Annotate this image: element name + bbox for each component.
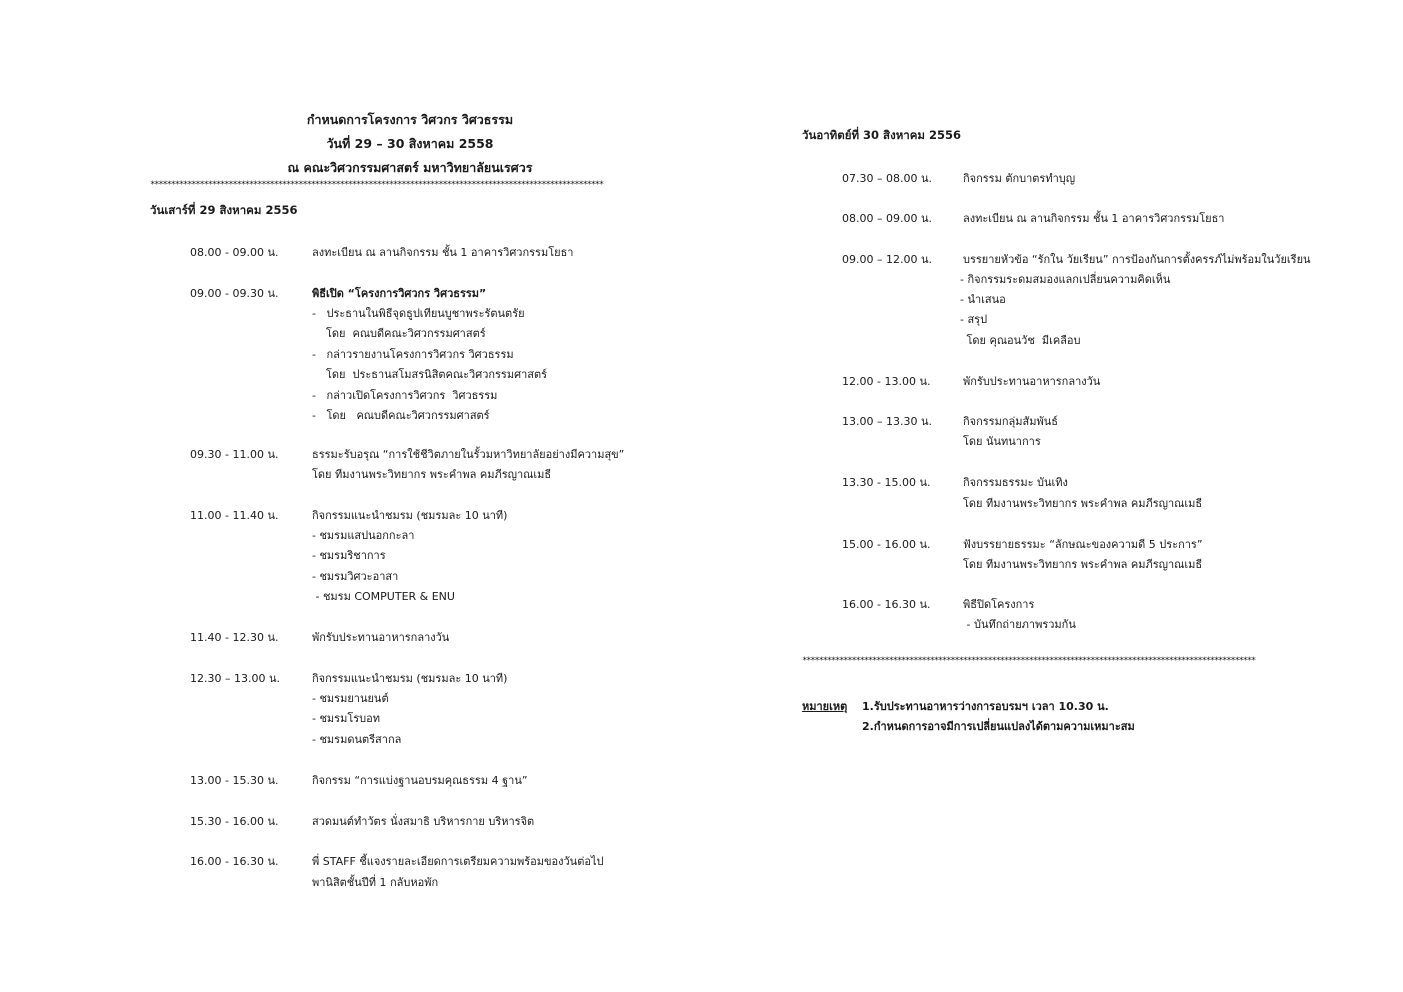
document-venue: ณ คณะวิศวกรรมศาสตร์ มหาวิทยาลัยนเรศวร [287,160,533,175]
schedule-detail: พานิสิตชั้นปีที่ 1 กลับหอพัก [312,876,439,889]
schedule-activity: กิจกรรมแนะนำชมรม (ชมรมละ 10 นาที) [312,672,508,685]
schedule-time: 16.00 - 16.30 น. [190,855,279,868]
schedule-time: 15.30 - 16.00 น. [190,815,279,828]
schedule-activity: พิธีเปิด “โครงการวิศวกร วิศวธรรม” [312,287,487,300]
separator-stars: ************************************************************************************************************** [150,180,604,190]
separator-stars: ************************************************************************************************************** [802,656,1256,666]
schedule-detail: - โดย คณบดีคณะวิศวกรรมศาสตร์ [312,409,490,422]
schedule-time: 15.00 - 16.00 น. [842,538,931,551]
schedule-detail: - บันทึกถ่ายภาพรวมกัน [963,618,1076,631]
note-label: หมายเหตุ [802,700,848,713]
schedule-activity: บรรยายหัวข้อ “รักใน วัยเรียน” การป้องกันการตั้งครรภ์ไม่พร้อมในวัยเรียน [963,253,1311,266]
schedule-detail: โดย ทีมงานพระวิทยากร พระคำพล คมภีรญาณเมธี [963,497,1203,510]
schedule-activity: ฟังบรรยายธรรมะ “ลักษณะของความดี 5 ประการ” [963,538,1203,551]
schedule-time: 08.00 - 09.00 น. [190,246,279,259]
schedule-detail: - กล่าวรายงานโครงการวิศวกร วิศวธรรม [312,348,514,361]
document-title: กำหนดการโครงการ วิศวกร วิศวธรรม [306,112,514,127]
schedule-activity: กิจกรรมแนะนำชมรม (ชมรมละ 10 นาที) [312,509,508,522]
schedule-activity: ลงทะเบียน ณ ลานกิจกรรม ชั้น 1 อาคารวิศวกรรมโยธา [963,212,1225,225]
schedule-time: 12.00 - 13.00 น. [842,375,931,388]
schedule-detail: - ประธานในพิธีจุดธูปเทียนบูชาพระรัตนตรัย [312,307,525,320]
schedule-activity: พี่ STAFF ชี้แจงรายละเอียดการเตรียมความพร้อมของวันต่อไป [312,855,604,868]
schedule-time: 08.00 – 09.00 น. [842,212,932,225]
schedule-detail: - กิจกรรมระดมสมองแลกเปลี่ยนความคิดเห็น [960,273,1171,286]
schedule-detail: - ชมรมริชาการ [312,549,386,562]
schedule-detail: - นำเสนอ [960,293,1006,306]
schedule-activity: กิจกรรมธรรมะ บันเทิง [963,476,1068,489]
schedule-time: 09.30 - 11.00 น. [190,448,279,461]
schedule-detail: โดย นันทนาการ [963,435,1041,448]
schedule-time: 09.00 – 12.00 น. [842,253,932,266]
schedule-activity: กิจกรรม ตักบาตรทำบุญ [963,172,1076,185]
schedule-detail: - ชมรมวิศวะอาสา [312,570,399,583]
schedule-detail: โดย ทีมงานพระวิทยากร พระคำพล คมภีรญาณเมธี [312,468,552,481]
schedule-detail: - ชมรมโรบอท [312,712,380,725]
schedule-activity: กิจกรรมกลุ่มสัมพันธ์ [963,415,1058,428]
schedule-activity: กิจกรรม “การแบ่งฐานอบรมคุณธรรม 4 ฐาน” [312,774,528,787]
schedule-detail: - ชมรมยานยนต์ [312,692,389,705]
schedule-time: 07.30 – 08.00 น. [842,172,932,185]
schedule-activity: สวดมนต์ทำวัตร นั่งสมาธิ บริหารกาย บริหารจิต [312,815,535,828]
schedule-time: 13.00 – 13.30 น. [842,415,932,428]
schedule-activity: ธรรมะรับอรุณ “การใช้ชีวิตภายในรั้วมหาวิทยาลัยอย่างมีความสุข” [312,448,625,461]
schedule-detail: โดย ประธานสโมสรนิสิตคณะวิศวกรรมศาสตร์ [312,368,548,381]
schedule-detail: - กล่าวเปิดโครงการวิศวกร วิศวธรรม [312,389,498,402]
schedule-activity: พักรับประทานอาหารกลางวัน [963,375,1101,388]
note-line: 1.รับประทานอาหารว่างการอบรมฯ เวลา 10.30 น. [862,700,1109,713]
schedule-time: 13.00 - 15.30 น. [190,774,279,787]
schedule-time: 09.00 - 09.30 น. [190,287,279,300]
day2-heading: วันอาทิตย์ที่ 30 สิงหาคม 2556 [802,128,962,142]
schedule-activity: ลงทะเบียน ณ ลานกิจกรรม ชั้น 1 อาคารวิศวกรรมโยธา [312,246,574,259]
schedule-detail: โดย ทีมงานพระวิทยากร พระคำพล คมภีรญาณเมธี [963,558,1203,571]
schedule-time: 16.00 - 16.30 น. [842,598,931,611]
schedule-activity: พิธีปิดโครงการ [963,598,1035,611]
schedule-detail: โดย คุณอนวัช มีเคลือบ [963,334,1081,347]
schedule-time: 11.00 - 11.40 น. [190,509,279,522]
schedule-activity: พักรับประทานอาหารกลางวัน [312,631,450,644]
schedule-detail: - ชมรมดนตรีสากล [312,733,402,746]
schedule-time: 11.40 - 12.30 น. [190,631,279,644]
schedule-detail: โดย คณบดีคณะวิศวกรรมศาสตร์ [312,327,486,340]
document-date: วันที่ 29 – 30 สิงหาคม 2558 [326,136,494,151]
schedule-time: 13.30 - 15.00 น. [842,476,931,489]
schedule-detail: - สรุป [960,313,988,326]
schedule-time: 12.30 – 13.00 น. [190,672,280,685]
note-line: 2.กำหนดการอาจมีการเปลี่ยนแปลงได้ตามความเหมาะสม [862,720,1135,733]
schedule-detail: - ชมรมแสปนอกกะลา [312,529,415,542]
schedule-detail: - ชมรม COMPUTER & ENU [312,590,455,603]
day1-heading: วันเสาร์ที่ 29 สิงหาคม 2556 [150,203,298,217]
